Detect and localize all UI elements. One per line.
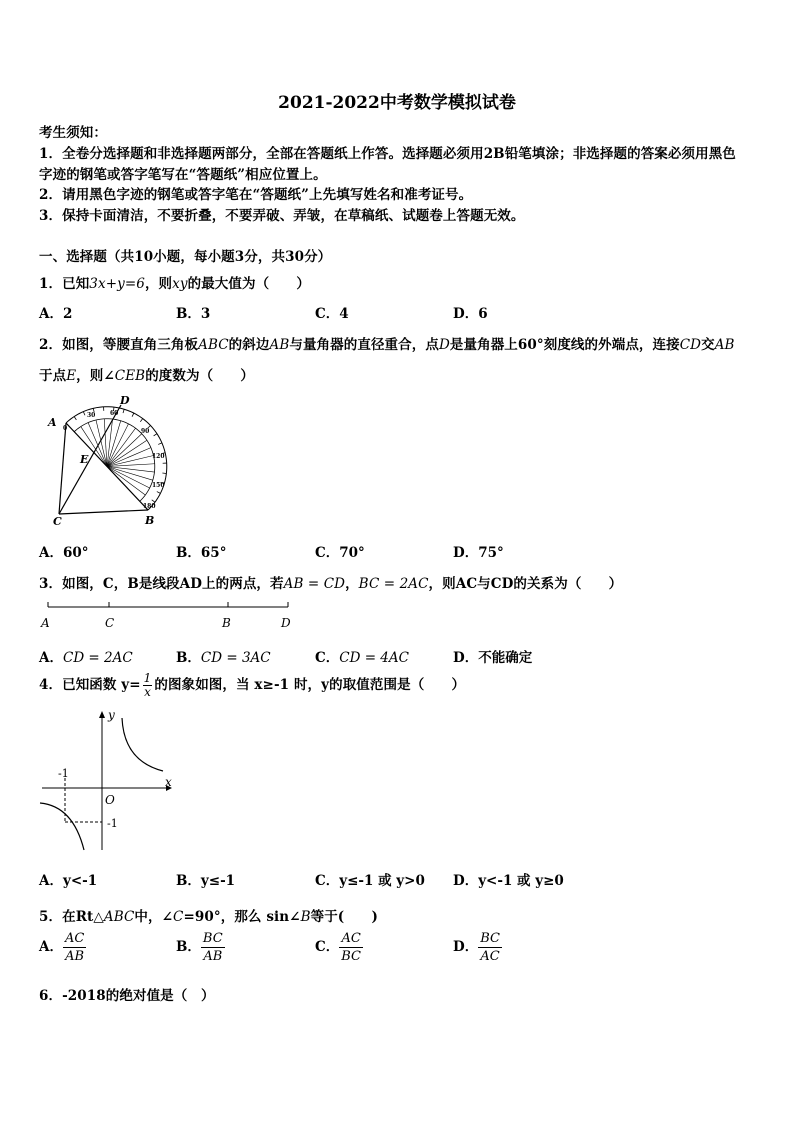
tick-label-90: 90 [141, 428, 150, 435]
q4-option-b[interactable]: B．y≤-1 [176, 873, 236, 889]
option-fraction [63, 930, 86, 965]
q2-text: 于点 [39, 368, 67, 384]
fraction-denominator: BC [341, 949, 361, 964]
tick-x-neg1: -1 [58, 767, 69, 780]
point-d: D [281, 616, 291, 630]
q5-option-d[interactable] [453, 930, 502, 965]
q4-option-d[interactable]: D．y<-1 或 y≥0 [453, 873, 564, 889]
axis-label-x: x [165, 775, 172, 789]
notice-heading: 考生须知： [39, 125, 107, 141]
q3-text: ， [345, 576, 359, 592]
q2-cd: CD [679, 337, 702, 353]
q2-ceb: CEB [114, 368, 146, 384]
option-label: B． [176, 939, 201, 955]
option-fraction [478, 930, 502, 965]
q4-text: 的图象如图，当 x≥-1 时，y的取值范围是（ ） [154, 677, 466, 693]
option-expr: 不能确定 [478, 650, 533, 666]
q2-text: 的度数为（ ） [145, 368, 255, 384]
q4-text: 4．已知函数 y= [39, 677, 141, 693]
protractor-ray [104, 419, 107, 467]
line-segment-figure [38, 597, 300, 633]
protractor-ray [96, 420, 107, 466]
question-6: 6．-2018的绝对值是（ ） [39, 988, 215, 1004]
q1-mid: ，则 [144, 276, 173, 292]
q2-ab: AB [714, 337, 735, 353]
protractor-tick [152, 500, 155, 502]
q1-prefix: 1．已知 [39, 276, 90, 292]
section-heading: 一、选择题（共10小题，每小题3分，共30分） [39, 249, 332, 265]
protractor-tick [123, 409, 124, 413]
q5-option-b[interactable] [176, 930, 225, 965]
q3-option-a[interactable] [39, 646, 133, 666]
notice-item-1: 1．全卷分选择题和非选择题两部分，全部在答题纸上作答。选择题必须用2B铅笔填涂；非选择题的答案必须用黑色 [39, 146, 736, 162]
notice-item-3: 3．保持卡面清洁，不要折叠，不要弄破、弄皱，在草稿纸、试题卷上答题无效。 [39, 208, 525, 224]
q2-text: 的斜边 [228, 337, 270, 353]
q1-option-b[interactable]: B．3 [176, 306, 211, 322]
protractor-ray [88, 423, 107, 467]
triangle-side-cb [59, 510, 148, 514]
q4-option-c[interactable]: C．y≤-1 或 y>0 [315, 873, 425, 889]
fraction-denominator: AB [65, 949, 85, 964]
q3-option-c[interactable] [315, 646, 409, 666]
protractor-tick [140, 419, 142, 422]
protractor-tick [158, 443, 162, 445]
q4-option-a[interactable]: A．y<-1 [39, 873, 98, 889]
question-1 [39, 272, 310, 292]
q3-text: 3．如图，C，B是线段AD上的两点，若 [39, 576, 284, 592]
tick-y-neg1: -1 [107, 817, 118, 830]
question-4 [39, 672, 465, 699]
q3-text: ，则AC与CD的关系为（ ） [428, 576, 623, 592]
label-c: C [53, 515, 62, 528]
page-title: 2021-2022中考数学模拟试卷 [278, 93, 516, 113]
tick-label-180: 180 [143, 503, 156, 510]
tick-label-120: 120 [152, 453, 165, 460]
label-e: E [80, 453, 89, 466]
q2-text: 与量角器的直径重合，点 [289, 337, 439, 353]
tick-label-0: 0 [63, 425, 68, 432]
fraction-numerator: BC [480, 931, 500, 946]
q2-d: D [438, 337, 450, 353]
protractor-ray [107, 467, 145, 496]
protractor-figure [44, 392, 184, 532]
protractor-ray [107, 440, 147, 466]
q1-suffix: 的最大值为（ ） [187, 276, 311, 292]
q2-option-a[interactable]: A．60° [39, 545, 89, 561]
q5-text: =90°，那么 sin∠ [183, 909, 301, 925]
option-fraction [201, 930, 225, 965]
axis-label-y: y [108, 708, 115, 722]
protractor-ray [107, 464, 155, 467]
q2-e: E [66, 368, 77, 384]
q2-text: 2．如图，等腰直角三角板 [39, 337, 199, 353]
option-label: B． [176, 650, 201, 666]
label-a: A [48, 416, 57, 429]
q5-text: 等于( ) [310, 909, 378, 925]
question-2-line-1 [39, 333, 735, 353]
protractor-tick [74, 417, 76, 420]
hyperbola-graph [38, 706, 178, 856]
q1-option-d[interactable]: D．6 [453, 306, 488, 322]
notice-item-2: 2．请用黑色字迹的钢笔或答字笔在“答题纸”上先填写姓名和准考证号。 [39, 187, 473, 203]
option-label: C． [315, 650, 340, 666]
fraction-numerator: AC [339, 930, 363, 948]
q5-option-a[interactable] [39, 930, 86, 965]
point-c: C [105, 616, 115, 630]
fraction-numerator: BC [202, 931, 223, 946]
point-b: B [222, 616, 231, 630]
q5-option-c[interactable] [315, 930, 363, 965]
q2-text: 交 [701, 337, 715, 353]
tick-label-150: 150 [152, 482, 165, 489]
protractor-tick [83, 412, 85, 416]
label-d: D [120, 394, 130, 407]
fraction-denominator: AB [203, 949, 223, 964]
option-label: D． [453, 650, 479, 666]
q2-text: 是量角器上60°刻度线的外端点，连接 [449, 337, 680, 353]
fraction-denominator: AC [480, 949, 500, 964]
q5-angle-c: C [173, 909, 184, 925]
hyperbola-branch-q3 [40, 803, 84, 850]
q2-abc: ABC [198, 337, 229, 353]
hyperbola-branch-q1 [122, 718, 163, 771]
q3-eq2: BC = 2AC [358, 576, 429, 592]
fraction-numerator: AC [64, 931, 85, 946]
option-label: A． [39, 939, 63, 955]
tick-label-60: 60 [110, 410, 119, 417]
q3-option-d[interactable] [453, 646, 532, 666]
fraction-numerator: 1 [143, 671, 152, 685]
q5-text: 5．在Rt [39, 909, 94, 925]
q5-triangle: △ABC [93, 909, 135, 925]
protractor-ray [107, 467, 154, 473]
point-a: A [41, 616, 50, 630]
notice-item-1-cont: 字迹的钢笔或答字笔写在“答题纸”相应位置上。 [39, 167, 327, 183]
protractor-ray [107, 448, 151, 467]
q2-ab: AB [269, 337, 290, 353]
q4-fraction [143, 672, 153, 699]
question-2-line-2 [39, 364, 254, 384]
protractor-tick [154, 434, 157, 436]
q1-option-c[interactable]: C．4 [315, 306, 349, 322]
option-label: A． [39, 650, 63, 666]
question-3 [39, 572, 622, 592]
q2-option-d[interactable]: D．75° [453, 545, 504, 561]
option-expr: CD = 2AC [62, 650, 133, 666]
option-expr: CD = 3AC [200, 650, 271, 666]
y-axis-arrow [99, 711, 105, 718]
protractor-tick [157, 492, 161, 494]
q1-expr: 3x+y=6 [89, 276, 145, 292]
option-fraction [339, 930, 363, 965]
q5-text: 中，∠ [134, 909, 174, 925]
q5-angle-b: B [300, 909, 311, 925]
q2-text: ，则∠ [76, 368, 115, 384]
triangle-hypotenuse-ab [66, 423, 148, 510]
q3-option-b[interactable] [176, 646, 271, 666]
protractor-tick [132, 413, 134, 417]
q2-option-c[interactable]: C．70° [315, 545, 365, 561]
option-label: C． [315, 939, 340, 955]
q3-eq1: AB = CD [283, 576, 346, 592]
origin-label: O [105, 793, 115, 807]
protractor-ray [107, 419, 113, 466]
option-expr: CD = 4AC [339, 650, 409, 666]
tick-label-30: 30 [87, 412, 96, 419]
label-b: B [145, 514, 155, 527]
triangle-side-ac [59, 423, 66, 514]
q1-option-a[interactable]: A．2 [39, 306, 73, 322]
fraction-denominator: x [144, 685, 151, 699]
q1-var: xy [172, 276, 188, 292]
q2-option-b[interactable]: B．65° [176, 545, 227, 561]
question-5 [39, 905, 378, 925]
option-label: D． [453, 939, 479, 955]
